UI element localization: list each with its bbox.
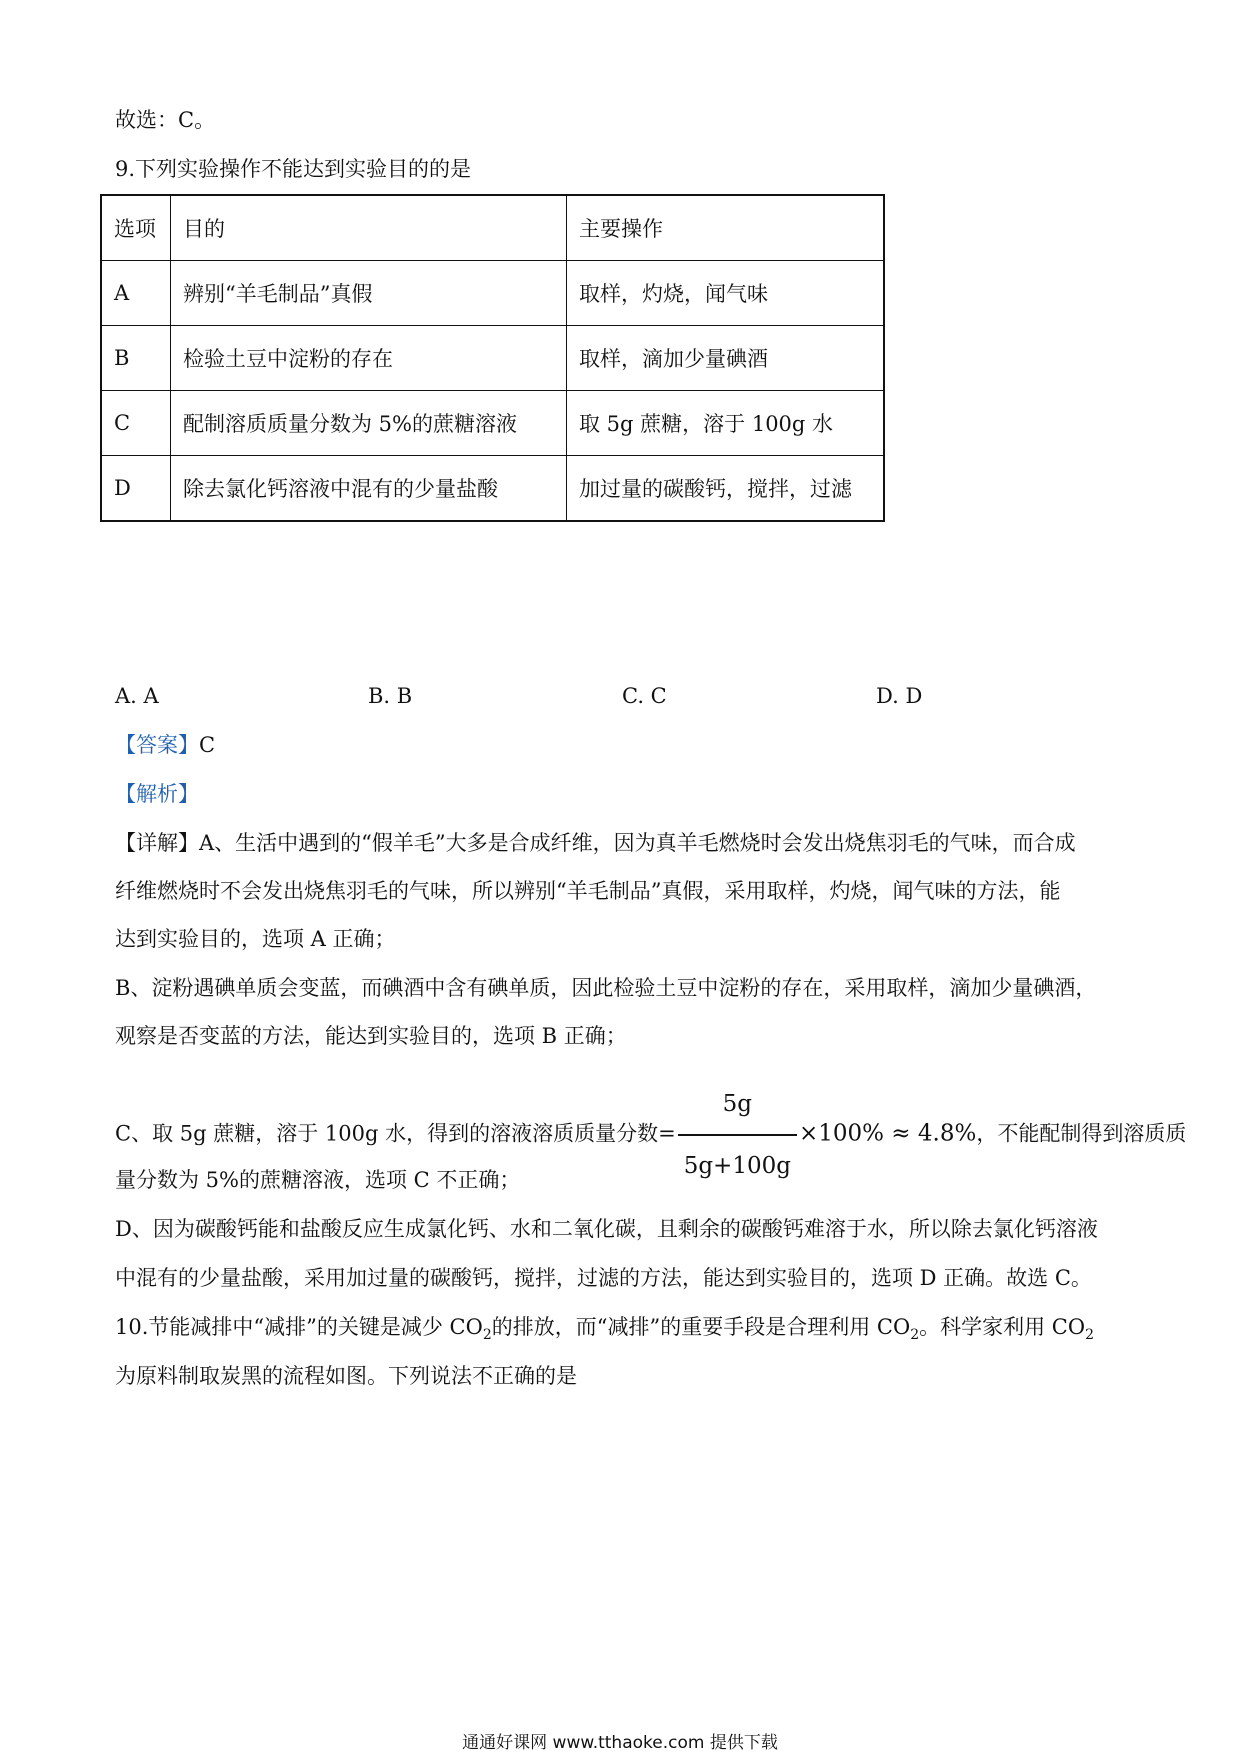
q10-text-c: 。科学家利用 CO — [919, 1315, 1086, 1339]
mass-fraction — [678, 1074, 797, 1196]
header-purpose: 目的 — [171, 195, 567, 261]
detail-tag: 【详解】 — [115, 831, 199, 855]
detail-b-line-1: B、淀粉遇碘单质会变蓝，而碘酒中含有碘单质，因此检验土豆中淀粉的存在，采用取样，滴加少量碘酒， — [115, 976, 1097, 1000]
table-row — [101, 261, 884, 326]
co2-subscript: 2 — [910, 1327, 920, 1344]
header-option: 选项 — [101, 195, 171, 261]
row-purpose: 除去氯化钙溶液中混有的少量盐酸 — [171, 456, 567, 522]
page-footer: 通通好课网 www.tthaoke.com 提供下载 — [462, 1733, 778, 1753]
row-option: D — [101, 456, 171, 522]
detail-a-line-1 — [115, 828, 1076, 858]
option-a: A. A — [115, 684, 159, 708]
row-operation: 取样，灼烧，闻气味 — [567, 261, 885, 326]
fraction-result: ×100% ≈ 4.8% — [798, 1120, 977, 1147]
header-operation: 主要操作 — [567, 195, 885, 261]
table-row — [101, 456, 884, 522]
row-option: A — [101, 261, 171, 326]
row-operation: 取样，滴加少量碘酒 — [567, 326, 885, 391]
q10-text-a: 10.节能减排中“减排”的关键是减少 CO — [115, 1315, 483, 1339]
detail-d-line-1: D、因为碳酸钙能和盐酸反应生成氯化钙、水和二氧化碳，且剩余的碳酸钙难溶于水，所以除去氯化钙溶液 — [115, 1217, 1098, 1241]
detail-a-line-3: 达到实验目的，选项 A 正确； — [115, 927, 396, 951]
question-9-stem: 9.下列实验操作不能达到实验目的的是 — [115, 157, 472, 181]
analysis-tag — [115, 779, 199, 809]
detail-d-line-2: 中混有的少量盐酸，采用加过量的碳酸钙，搅拌，过滤的方法，能达到实验目的，选项 D 正确。故选 C。 — [115, 1266, 1092, 1290]
table-header-row — [101, 195, 884, 261]
co2-subscript: 2 — [1085, 1327, 1094, 1344]
experiment-table — [100, 194, 885, 522]
analysis-label: 【解析】 — [115, 782, 199, 806]
row-operation: 取 5g 蔗糖，溶于 100g 水 — [567, 391, 885, 456]
option-d: D. D — [876, 684, 923, 708]
answer-line — [115, 730, 215, 760]
table-row — [101, 391, 884, 456]
option-b: B. B — [368, 684, 413, 708]
row-option: C — [101, 391, 171, 456]
row-option: B — [101, 326, 171, 391]
detail-a-text: A、生活中遇到的“假羊毛”大多是合成纤维，因为真羊毛燃烧时会发出烧焦羽毛的气味，而合成 — [199, 831, 1076, 855]
answer-tag: 【答案】 — [115, 733, 199, 757]
option-c: C. C — [622, 684, 667, 708]
fraction-denominator: 5g+100g — [683, 1153, 791, 1179]
detail-b-line-2: 观察是否变蓝的方法，能达到实验目的，选项 B 正确； — [115, 1024, 627, 1048]
fraction-numerator: 5g — [722, 1091, 753, 1117]
previous-answer: 故选：C。 — [115, 108, 216, 132]
row-purpose: 辨别“羊毛制品”真假 — [171, 261, 567, 326]
co2-subscript: 2 — [482, 1327, 492, 1344]
detail-c-tail: ，不能配制得到溶质质 — [976, 1121, 1187, 1146]
detail-c-text: C、取 5g 蔗糖，溶于 100g 水，得到的溶液溶质质量分数= — [115, 1121, 676, 1146]
row-purpose: 配制溶质质量分数为 5%的蔗糖溶液 — [171, 391, 567, 456]
row-operation: 加过量的碳酸钙，搅拌，过滤 — [567, 456, 885, 522]
question-10-line-1 — [115, 1312, 1094, 1350]
answer-value: C — [199, 733, 216, 757]
table-row — [101, 326, 884, 391]
detail-c-line-2: 量分数为 5%的蔗糖溶液，选项 C 不正确； — [115, 1168, 521, 1192]
q10-text-b: 的排放，而“减排”的重要手段是合理利用 CO — [491, 1315, 911, 1339]
question-10-line-2: 为原料制取炭黑的流程如图。下列说法不正确的是 — [115, 1364, 577, 1388]
row-purpose: 检验土豆中淀粉的存在 — [171, 326, 567, 391]
detail-a-line-2: 纤维燃烧时不会发出烧焦羽毛的气味，所以辨别“羊毛制品”真假，采用取样，灼烧，闻气味的方法，能 — [115, 879, 1061, 903]
